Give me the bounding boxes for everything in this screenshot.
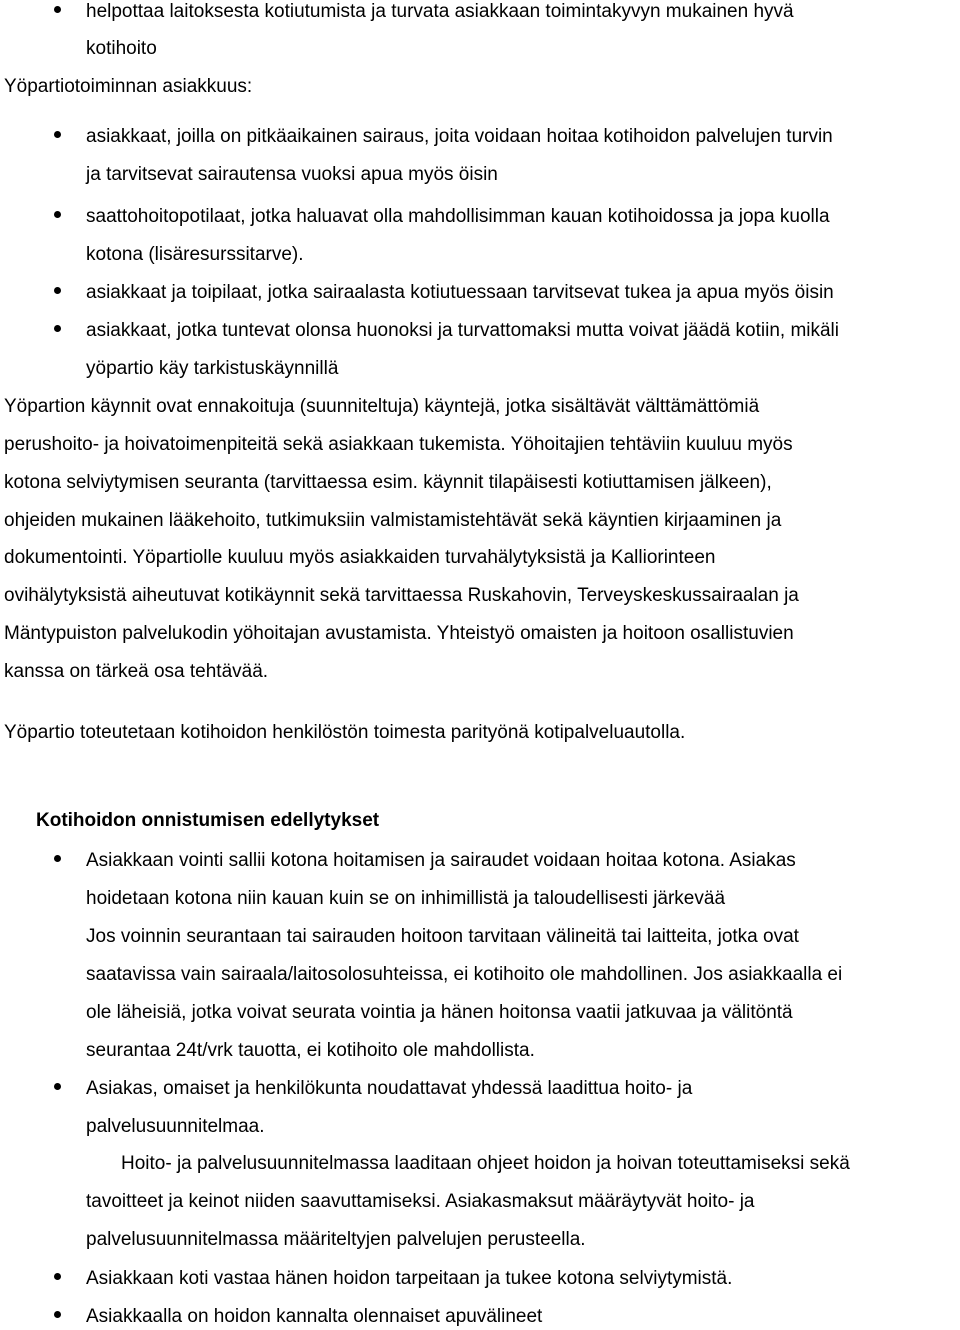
paragraph-line: Yöpartio toteutetaan kotihoidon henkilöstön toimesta parityönä kotipalveluautolla. xyxy=(4,722,686,743)
bullet-marker xyxy=(54,131,61,138)
section-heading: Kotihoidon onnistumisen edellytykset xyxy=(36,810,380,831)
bullet-marker xyxy=(54,1311,61,1318)
list-item-line: Asiakkaalla on hoidon kannalta olennaiset apuvälineet xyxy=(86,1306,543,1327)
list-item-line: Jos voinnin seurantaan tai sairauden hoitoon tarvitaan välineitä tai laitteita, jotka ovat xyxy=(86,926,799,947)
list-item-line: Asiakas, omaiset ja henkilökunta noudattavat yhdessä laadittua hoito- ja xyxy=(86,1078,693,1099)
list-item-line: palvelusuunnitelmaa. xyxy=(86,1116,265,1137)
paragraph-line: ohjeiden mukainen lääkehoito, tutkimuksiin valmistamistehtävät sekä käyntien kirjaaminen ja xyxy=(4,510,782,531)
list-item-line: seurantaa 24t/vrk tauotta, ei kotihoito ole mahdollista. xyxy=(86,1040,535,1061)
list-item-line: kotona (lisäresurssitarve). xyxy=(86,244,304,265)
list-item-line: kotihoito xyxy=(86,38,157,59)
list-item-line: palvelusuunnitelmassa määriteltyjen palvelujen perusteella. xyxy=(86,1229,586,1250)
paragraph-line: dokumentointi. Yöpartiolle kuuluu myös asiakkaiden turvahälytyksistä ja Kalliorinteen xyxy=(4,547,716,568)
list-item-line: hoidetaan kotona niin kauan kuin se on inhimillistä ja taloudellisesti järkevää xyxy=(86,888,726,909)
list-item-line: Hoito- ja palvelusuunnitelmassa laaditaan ohjeet hoidon ja hoivan toteuttamiseksi sekä xyxy=(121,1153,850,1174)
paragraph-line: Mäntypuiston palvelukodin yöhoitajan avustamista. Yhteistyö omaisten ja hoitoon osallistuvien xyxy=(4,623,794,644)
paragraph-line: perushoito- ja hoivatoimenpiteitä sekä asiakkaan tukemista. Yöhoitajien tehtäviin kuuluu myös xyxy=(4,434,793,455)
list-item-line: ja tarvitsevat sairautensa vuoksi apua myös öisin xyxy=(86,164,498,185)
list-item-line: saatavissa vain sairaala/laitosolosuhteissa, ei kotihoito ole mahdollinen. Jos asiakkaalla ei xyxy=(86,964,843,985)
list-item-line: ole läheisiä, jotka voivat seurata vointia ja hänen hoitonsa vaatii jatkuvaa ja välitöntä xyxy=(86,1002,793,1023)
list-item-line: tavoitteet ja keinot niiden saavuttamiseksi. Asiakasmaksut määräytyvät hoito- ja xyxy=(86,1191,755,1212)
paragraph-line: kotona selviytymisen seuranta (tarvittaessa esim. käynnit tilapäisesti kotiuttamisen jälkeen), xyxy=(4,472,772,493)
bullet-marker xyxy=(54,6,61,13)
bullet-marker xyxy=(54,1083,61,1090)
paragraph-line: kanssa on tärkeä osa tehtävää. xyxy=(4,661,269,682)
section-heading: Yöpartiotoiminnan asiakkuus: xyxy=(4,76,253,97)
bullet-marker xyxy=(54,325,61,332)
list-item-line: asiakkaat, jotka tuntevat olonsa huonoksi ja turvattomaksi mutta voivat jäädä kotiin, mikäli xyxy=(86,320,839,341)
list-item-line: helpottaa laitoksesta kotiutumista ja turvata asiakkaan toimintakyvyn mukainen hyvä xyxy=(86,1,794,22)
paragraph-line: Yöpartion käynnit ovat ennakoituja (suunniteltuja) käyntejä, jotka sisältävät välttämättömiä xyxy=(4,396,760,417)
list-item-line: Asiakkaan koti vastaa hänen hoidon tarpeitaan ja tukee kotona selviytymistä. xyxy=(86,1268,733,1289)
list-item-line: asiakkaat ja toipilaat, jotka sairaalasta kotiutuessaan tarvitsevat tukea ja apua myös öisin xyxy=(86,282,834,303)
bullet-marker xyxy=(54,855,61,862)
bullet-marker xyxy=(54,211,61,218)
bullet-marker xyxy=(54,287,61,294)
list-item-line: asiakkaat, joilla on pitkäaikainen sairaus, joita voidaan hoitaa kotihoidon palvelujen turvin xyxy=(86,126,833,147)
paragraph-line: ovihälytyksistä aiheutuvat kotikäynnit sekä tarvittaessa Ruskahovin, Terveyskeskussairaalan ja xyxy=(4,585,799,606)
list-item-line: Asiakkaan vointi sallii kotona hoitamisen ja sairaudet voidaan hoitaa kotona. Asiakas xyxy=(86,850,796,871)
list-item-line: saattohoitopotilaat, jotka haluavat olla mahdollisimman kauan kotihoidossa ja jopa kuolla xyxy=(86,206,830,227)
list-item-line: yöpartio käy tarkistuskäynnillä xyxy=(86,358,339,379)
bullet-marker xyxy=(54,1273,61,1280)
